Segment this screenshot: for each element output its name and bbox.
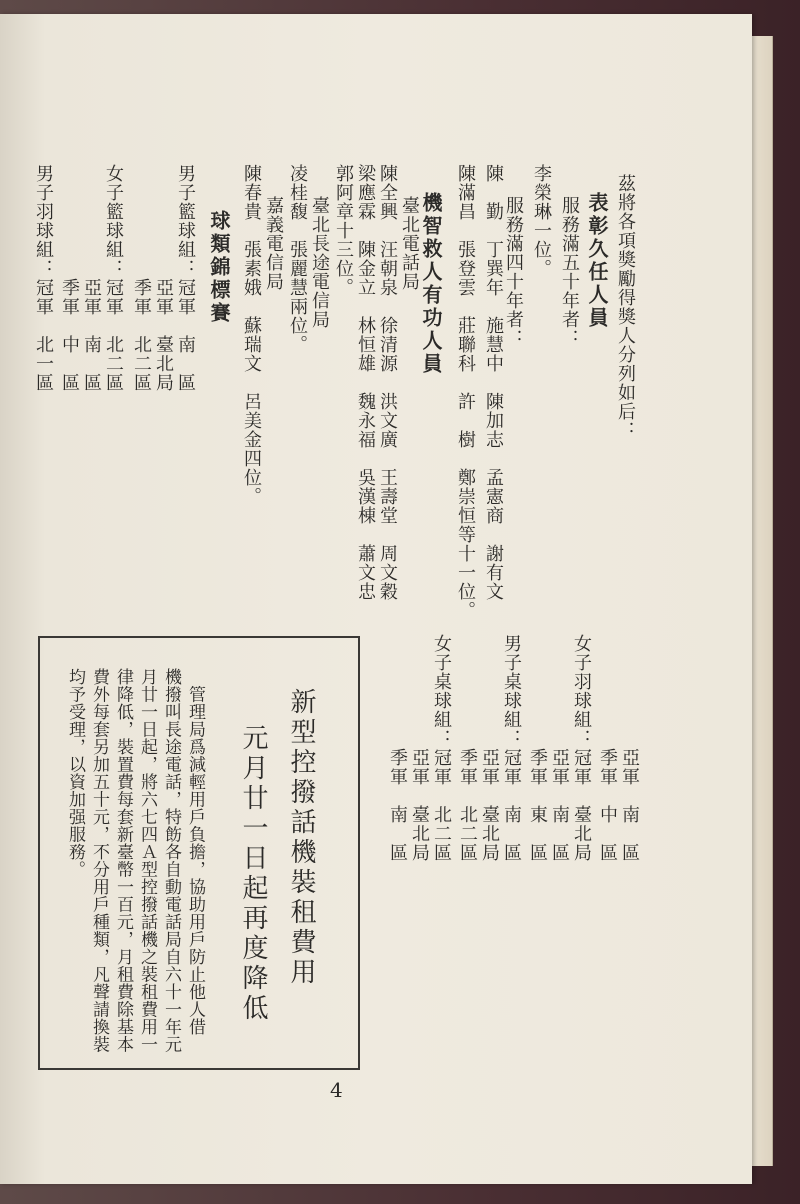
result-row: 男子羽球組：冠軍 北一區 <box>33 164 54 392</box>
result-row: 季軍 中 區 <box>597 634 618 862</box>
rescue-line-4: 凌桂馥 張麗慧兩位。 <box>287 164 308 354</box>
result-row: 亞軍 臺北局 <box>153 164 174 392</box>
section-title-ball-games: 球類錦標賽 <box>207 210 231 325</box>
org-taipei-longdistance: 臺北長途電信局 <box>309 196 330 329</box>
result-row: 季軍 北二區 <box>131 164 152 392</box>
notice-body-line: 月廿一日起，將六七四Ａ型控撥話機之裝租費用一 <box>137 668 157 1053</box>
result-row: 亞軍 南 區 <box>619 634 640 862</box>
result-row: 亞軍 臺北局 <box>479 634 500 862</box>
group-line-50: 李榮琳一位。 <box>531 164 552 278</box>
rescue-line-5: 陳春貴 張素娥 蘇瑞文 呂美金四位。 <box>241 164 262 506</box>
section-title-long-service: 表彰久任人員 <box>585 192 609 330</box>
result-row: 女子桌球組：冠軍 北二區 <box>431 634 452 862</box>
group-label-50: 服務滿五十年者： <box>559 196 580 348</box>
notice-body-line: 費外每套另加五十元，不分用戶種類，凡聲請換裝 <box>89 668 109 1053</box>
notice-body-line: 管理局爲減輕用戶負擔，協助用戶防止他人借 <box>185 668 205 1036</box>
group-label-40: 服務滿四十年者： <box>503 196 524 348</box>
notice-body-line: 機撥叫長途電話，特飭各自動電話局自六十一年元 <box>161 668 181 1053</box>
rescue-line-2: 梁應霖 陳金立 林恒雄 魏永福 吳漢棟 蕭文忠 <box>355 164 376 601</box>
org-taipei-telephone: 臺北電話局 <box>399 196 420 291</box>
result-row: 男子桌球組：冠軍 南 區 <box>501 634 522 862</box>
org-chiayi-telecom: 嘉義電信局 <box>263 196 284 291</box>
result-row: 亞軍 臺北局 <box>409 634 430 862</box>
result-row: 季軍 北二區 <box>457 634 478 862</box>
result-row: 亞軍 南 區 <box>549 634 570 862</box>
section-title-rescue: 機智救人有功人員 <box>419 192 443 376</box>
result-row: 季軍 南 區 <box>387 634 408 862</box>
notice-box <box>38 636 360 1070</box>
notice-title-2: 元月廿一日起再度降低 <box>238 724 268 1024</box>
page-number: 4 <box>330 1078 343 1102</box>
intro-line: 茲將各項獎勵得獎人分列如后： <box>615 174 636 440</box>
group-line-40-b: 陳滿昌 張登雲 莊聯科 許 樹 鄭崇恒等十一位。 <box>455 164 476 620</box>
notice-body-line: 均予受理，以資加强服務。 <box>65 668 85 878</box>
notice-title-1: 新型控撥話機裝租費用 <box>286 688 316 988</box>
result-row: 亞軍 南 區 <box>81 164 102 392</box>
notice-body-line: 律降低，裝置費每套新臺幣一百元，月租費除基本 <box>113 668 133 1053</box>
result-row: 季軍 東 區 <box>527 634 548 862</box>
result-row: 季軍 中 區 <box>59 164 80 392</box>
rescue-line-3: 郭阿章十三位。 <box>333 164 354 297</box>
result-row: 女子籃球組：冠軍 北二區 <box>103 164 124 392</box>
result-row: 女子羽球組：冠軍 臺北局 <box>571 634 592 862</box>
document-page <box>0 14 752 1184</box>
result-row: 男子籃球組：冠軍 南 區 <box>175 164 196 392</box>
group-line-40-a: 陳 勤 丁巽年 施慧中 陳加志 孟憲商 謝有文 <box>483 164 504 601</box>
rescue-line-1: 陳全興 汪朝泉 徐清源 洪文廣 王壽堂 周文穀 <box>377 164 398 601</box>
